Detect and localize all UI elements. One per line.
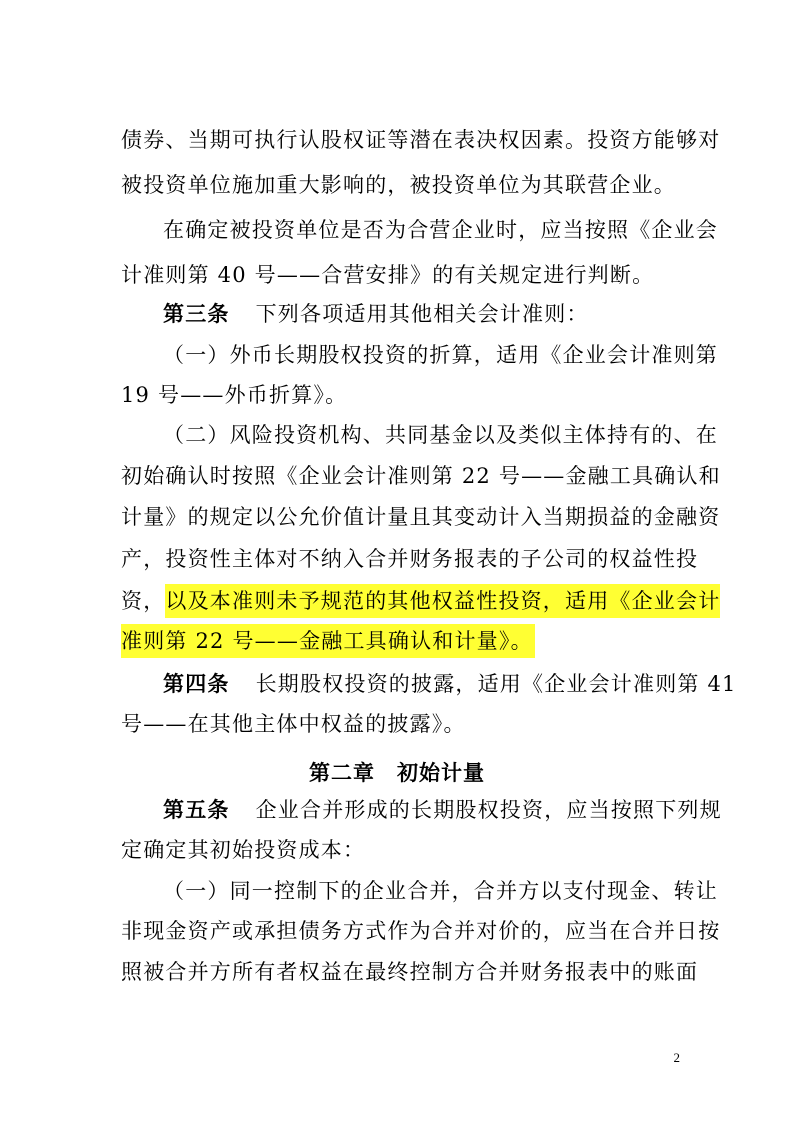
text-line: 照被合并方所有者权益在最终控制方合并财务报表中的账面 <box>121 960 699 984</box>
text-line: 债券、当期可执行认股权证等潜在表决权因素。投资方能够对 <box>121 128 721 152</box>
text-line: （一）同一控制下的企业合并，合并方以支付现金、转让 <box>163 879 718 903</box>
article-label: 第四条 <box>163 672 230 696</box>
highlighted-text: 以及本准则未予规范的其他权益性投资，适用《企业会计 <box>165 584 720 618</box>
page-number: 2 <box>673 1050 680 1065</box>
text-span: 长期股权投资的披露，适用《企业会计准则第 41 <box>255 672 737 696</box>
text-span: 下列各项适用其他相关会计准则： <box>255 302 589 326</box>
text-line: 初始确认时按照《企业会计准则第 22 号——金融工具确认和 <box>121 464 721 488</box>
text-line: 产，投资性主体对不纳入合并财务报表的子公司的权益性投 <box>121 547 699 571</box>
highlighted-line <box>121 587 721 615</box>
text-line: 19 号——外币折算》。 <box>121 383 348 407</box>
highlighted-line <box>121 627 673 655</box>
article-5-line <box>163 796 722 824</box>
text-line: （一）外币长期股权投资的折算，适用《企业会计准则第 <box>163 343 718 367</box>
text-line: 在确定被投资单位是否为合营企业时，应当按照《企业会 <box>163 218 718 242</box>
text-line: 计准则第 40 号——合营安排》的有关规定进行判断。 <box>121 263 655 287</box>
article-label: 第五条 <box>163 798 230 822</box>
text-line: （二）风险投资机构、共同基金以及类似主体持有的、在 <box>163 423 718 447</box>
text-line: 计量》的规定以公允价值计量且其变动计入当期损益的金融资 <box>121 505 721 529</box>
text-line: 被投资单位施加重大影响的，被投资单位为其联营企业。 <box>121 173 676 197</box>
text-line: 定确定其初始投资成本： <box>121 838 366 862</box>
article-3-line <box>163 300 673 328</box>
text-span: 资， <box>121 589 166 613</box>
text-span: 企业合并形成的长期股权投资，应当按照下列规 <box>255 798 722 822</box>
article-label: 第三条 <box>163 302 230 326</box>
article-4-line <box>163 670 737 698</box>
text-line: 号——在其他主体中权益的披露》。 <box>121 712 466 736</box>
chapter-heading: 第二章 初始计量 <box>309 761 485 785</box>
highlighted-text: 准则第 22 号——金融工具确认和计量》。 <box>121 624 535 658</box>
text-line: 非现金资产或承担债务方式作为合并对价的，应当在合并日按 <box>121 919 721 943</box>
